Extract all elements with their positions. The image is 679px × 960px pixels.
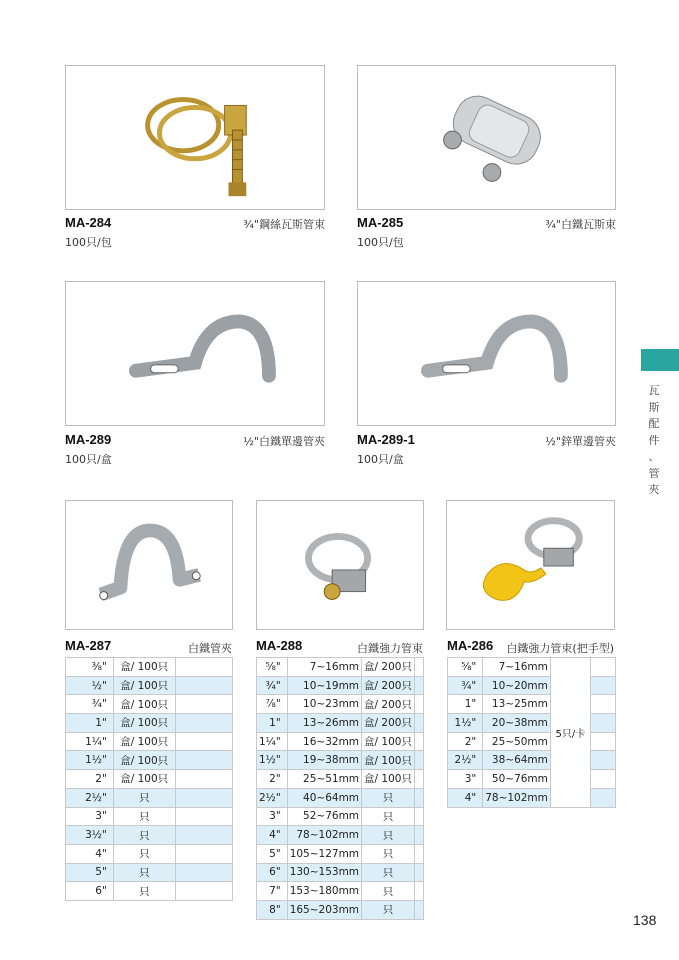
table-cell: 只 (362, 844, 415, 863)
table-row (66, 714, 233, 733)
table-row (257, 882, 424, 901)
table-cell: 1¼" (66, 732, 114, 751)
table-cell: 盒/ 200只 (362, 676, 415, 695)
table-row (448, 676, 616, 695)
table-cell: 盒/ 100只 (113, 770, 175, 789)
table-cell (175, 826, 232, 845)
table-row (66, 863, 233, 882)
table-cell (414, 788, 423, 807)
table-cell: 只 (113, 826, 175, 845)
handle-clamp-image (447, 501, 614, 629)
table-cell (414, 676, 423, 695)
product-code: MA-284 (65, 215, 112, 230)
section-title-char: 夾 (648, 483, 660, 496)
table-cell (590, 788, 615, 807)
table-cell: ⅞" (257, 695, 288, 714)
product-desc: 白鐵強力管束(把手型) (506, 642, 614, 655)
table-row (257, 658, 424, 677)
table-cell (414, 770, 423, 789)
table-row (257, 788, 424, 807)
table-cell: 4" (66, 844, 114, 863)
table-cell (414, 714, 423, 733)
table-row (257, 751, 424, 770)
table-row (257, 900, 424, 919)
table-cell: 7~16mm (483, 658, 551, 677)
product-photo-ma-289 (65, 281, 325, 426)
table-row (66, 676, 233, 695)
table-row (66, 807, 233, 826)
table-cell (414, 863, 423, 882)
single-side-pipe-clamp-image (66, 282, 324, 425)
product-photo-ma-284 (65, 65, 325, 210)
table-cell: 130~153mm (287, 863, 361, 882)
product-pack: 100只/盒 (357, 453, 404, 466)
table-cell: 4" (448, 788, 483, 807)
table-cell: 3½" (66, 826, 114, 845)
table-row (448, 658, 616, 677)
table-cell: 3" (448, 770, 483, 789)
table-row (66, 751, 233, 770)
product-photo-ma-286 (446, 500, 615, 630)
product-desc: ½"白鐵單邊管夾 (243, 435, 325, 448)
table-cell (175, 714, 232, 733)
table-cell (175, 807, 232, 826)
table-cell (175, 695, 232, 714)
table-cell: 78~102mm (483, 788, 551, 807)
product-pack: 100只/包 (357, 236, 404, 249)
table-row (257, 676, 424, 695)
table-cell: 盒/ 200只 (362, 658, 415, 677)
table-row (448, 732, 616, 751)
table-row (66, 882, 233, 901)
product-photo-ma-285 (357, 65, 616, 210)
product-code: MA-289-1 (357, 432, 415, 447)
product-code: MA-286 (447, 638, 494, 653)
table-cell: 1½" (66, 751, 114, 770)
table-cell (175, 770, 232, 789)
table-cell: ½" (66, 676, 114, 695)
table-cell: 7" (257, 882, 288, 901)
table-cell: 1" (66, 714, 114, 733)
steel-gas-clamp-image (358, 66, 615, 209)
table-cell (414, 826, 423, 845)
table-cell: 2" (448, 732, 483, 751)
table-cell (175, 788, 232, 807)
table-cell (175, 658, 232, 677)
table-cell: 1½" (257, 751, 288, 770)
table-cell: 盒/ 100只 (362, 770, 415, 789)
table-cell: 3" (257, 807, 288, 826)
table-cell: 2½" (257, 788, 288, 807)
product-code: MA-287 (65, 638, 112, 653)
table-row (448, 714, 616, 733)
table-cell: 1¼" (257, 732, 288, 751)
table-cell: 13~26mm (287, 714, 361, 733)
table-cell: ¾" (66, 695, 114, 714)
product-photo-ma-289-1 (357, 281, 616, 426)
table-cell (414, 882, 423, 901)
section-title-char: 斯 (648, 400, 660, 414)
table-row (66, 695, 233, 714)
table-cell: 只 (362, 882, 415, 901)
table-cell (175, 844, 232, 863)
table-cell: ⅝" (448, 658, 483, 677)
table-row (257, 732, 424, 751)
table-cell (590, 695, 615, 714)
table-cell: 6" (66, 882, 114, 901)
table-cell (590, 751, 615, 770)
table-cell: 只 (362, 863, 415, 882)
table-cell: 2" (66, 770, 114, 789)
table-row (257, 807, 424, 826)
table-cell: 10~20mm (483, 676, 551, 695)
table-row (66, 844, 233, 863)
section-tab (641, 349, 679, 371)
table-cell (175, 751, 232, 770)
product-desc: ¾"白鐵瓦斯束 (545, 218, 616, 231)
table-cell: 13~25mm (483, 695, 551, 714)
table-cell: 盒/ 200只 (362, 695, 415, 714)
pipe-clamp-image (66, 501, 232, 629)
table-cell: 盒/ 200只 (362, 714, 415, 733)
table-cell (590, 676, 615, 695)
table-cell: 2" (257, 770, 288, 789)
table-cell: 只 (362, 807, 415, 826)
product-desc: ¾"鋼絲瓦斯管束 (243, 218, 325, 231)
table-cell: 盒/ 100只 (113, 714, 175, 733)
table-cell: 165~203mm (287, 900, 361, 919)
product-code: MA-289 (65, 432, 112, 447)
table-cell (175, 676, 232, 695)
table-cell (590, 658, 615, 677)
spec-table-ma-288 (256, 657, 424, 920)
product-code: MA-285 (357, 215, 404, 230)
table-cell: 2½" (66, 788, 114, 807)
table-cell: 1½" (448, 714, 483, 733)
table-cell: 38~64mm (483, 751, 551, 770)
table-cell: 1" (448, 695, 483, 714)
product-photo-ma-287 (65, 500, 233, 630)
section-title-char: 瓦 (648, 384, 660, 397)
section-title-char: 件 (648, 433, 660, 447)
table-cell: ¾" (448, 676, 483, 695)
table-row (448, 770, 616, 789)
table-cell: 盒/ 100只 (113, 676, 175, 695)
section-title-char: 管 (648, 466, 660, 480)
table-cell: 1" (257, 714, 288, 733)
table-row (448, 751, 616, 770)
table-cell: 2½" (448, 751, 483, 770)
table-cell: 10~23mm (287, 695, 361, 714)
table-cell: 7~16mm (287, 658, 361, 677)
table-cell: 只 (113, 882, 175, 901)
table-cell: 78~102mm (287, 826, 361, 845)
table-row (257, 844, 424, 863)
section-title-vertical (645, 383, 663, 499)
table-cell: 只 (362, 788, 415, 807)
table-cell: 6" (257, 863, 288, 882)
table-cell (175, 732, 232, 751)
table-cell: 105~127mm (287, 844, 361, 863)
table-cell: ¾" (257, 676, 288, 695)
product-code: MA-288 (256, 638, 303, 653)
wire-hose-clamp-image (66, 66, 324, 209)
table-row (257, 826, 424, 845)
section-title-char: 配 (648, 417, 660, 430)
product-desc: ½"鋅單邊管夾 (545, 435, 616, 448)
section-title-char: 、 (648, 450, 660, 463)
table-cell: 5只/卡 (550, 658, 590, 808)
table-cell: 只 (362, 826, 415, 845)
table-cell (175, 863, 232, 882)
table-cell: 只 (113, 807, 175, 826)
table-cell: 盒/ 100只 (113, 732, 175, 751)
table-row (257, 695, 424, 714)
table-cell: 盒/ 100只 (113, 695, 175, 714)
table-row (448, 788, 616, 807)
table-cell (414, 695, 423, 714)
table-cell: 19~38mm (287, 751, 361, 770)
table-cell (590, 732, 615, 751)
table-cell: ⅜" (66, 658, 114, 677)
table-cell: 盒/ 100只 (362, 732, 415, 751)
table-cell: 50~76mm (483, 770, 551, 789)
table-cell (414, 900, 423, 919)
spec-table-ma-287 (65, 657, 233, 901)
table-cell: 只 (362, 900, 415, 919)
table-cell: 20~38mm (483, 714, 551, 733)
table-cell: 只 (113, 788, 175, 807)
table-cell: 盒/ 100只 (113, 751, 175, 770)
table-row (66, 770, 233, 789)
table-cell (590, 714, 615, 733)
table-row (257, 863, 424, 882)
table-row (66, 826, 233, 845)
table-cell: 52~76mm (287, 807, 361, 826)
table-cell: 只 (113, 863, 175, 882)
table-cell: 40~64mm (287, 788, 361, 807)
table-cell (414, 658, 423, 677)
table-row (66, 658, 233, 677)
table-cell: 盒/ 100只 (362, 751, 415, 770)
table-cell (414, 732, 423, 751)
table-row (257, 770, 424, 789)
table-cell: 只 (113, 844, 175, 863)
product-desc: 白鐵管夾 (188, 642, 232, 655)
worm-gear-clamp-image (257, 501, 423, 629)
table-cell: 5" (257, 844, 288, 863)
table-cell (175, 882, 232, 901)
product-pack: 100只/包 (65, 236, 112, 249)
table-cell: 16~32mm (287, 732, 361, 751)
table-cell: 25~51mm (287, 770, 361, 789)
table-row (66, 732, 233, 751)
table-cell (590, 770, 615, 789)
table-cell (414, 751, 423, 770)
table-row (257, 714, 424, 733)
table-cell: 25~50mm (483, 732, 551, 751)
table-cell: 3" (66, 807, 114, 826)
table-cell: 4" (257, 826, 288, 845)
table-cell: 10~19mm (287, 676, 361, 695)
table-cell: 8" (257, 900, 288, 919)
product-desc: 白鐵強力管束 (357, 642, 423, 655)
table-cell: 5" (66, 863, 114, 882)
table-row (66, 788, 233, 807)
product-pack: 100只/盒 (65, 453, 112, 466)
table-cell: 153~180mm (287, 882, 361, 901)
table-cell (414, 844, 423, 863)
table-row (448, 695, 616, 714)
table-cell: ⅝" (257, 658, 288, 677)
page-number: 138 (633, 912, 657, 928)
table-cell: 盒/ 100只 (113, 658, 175, 677)
zinc-single-side-clamp-image (358, 282, 615, 425)
product-photo-ma-288 (256, 500, 424, 630)
spec-table-ma-286 (447, 657, 616, 808)
table-cell (414, 807, 423, 826)
